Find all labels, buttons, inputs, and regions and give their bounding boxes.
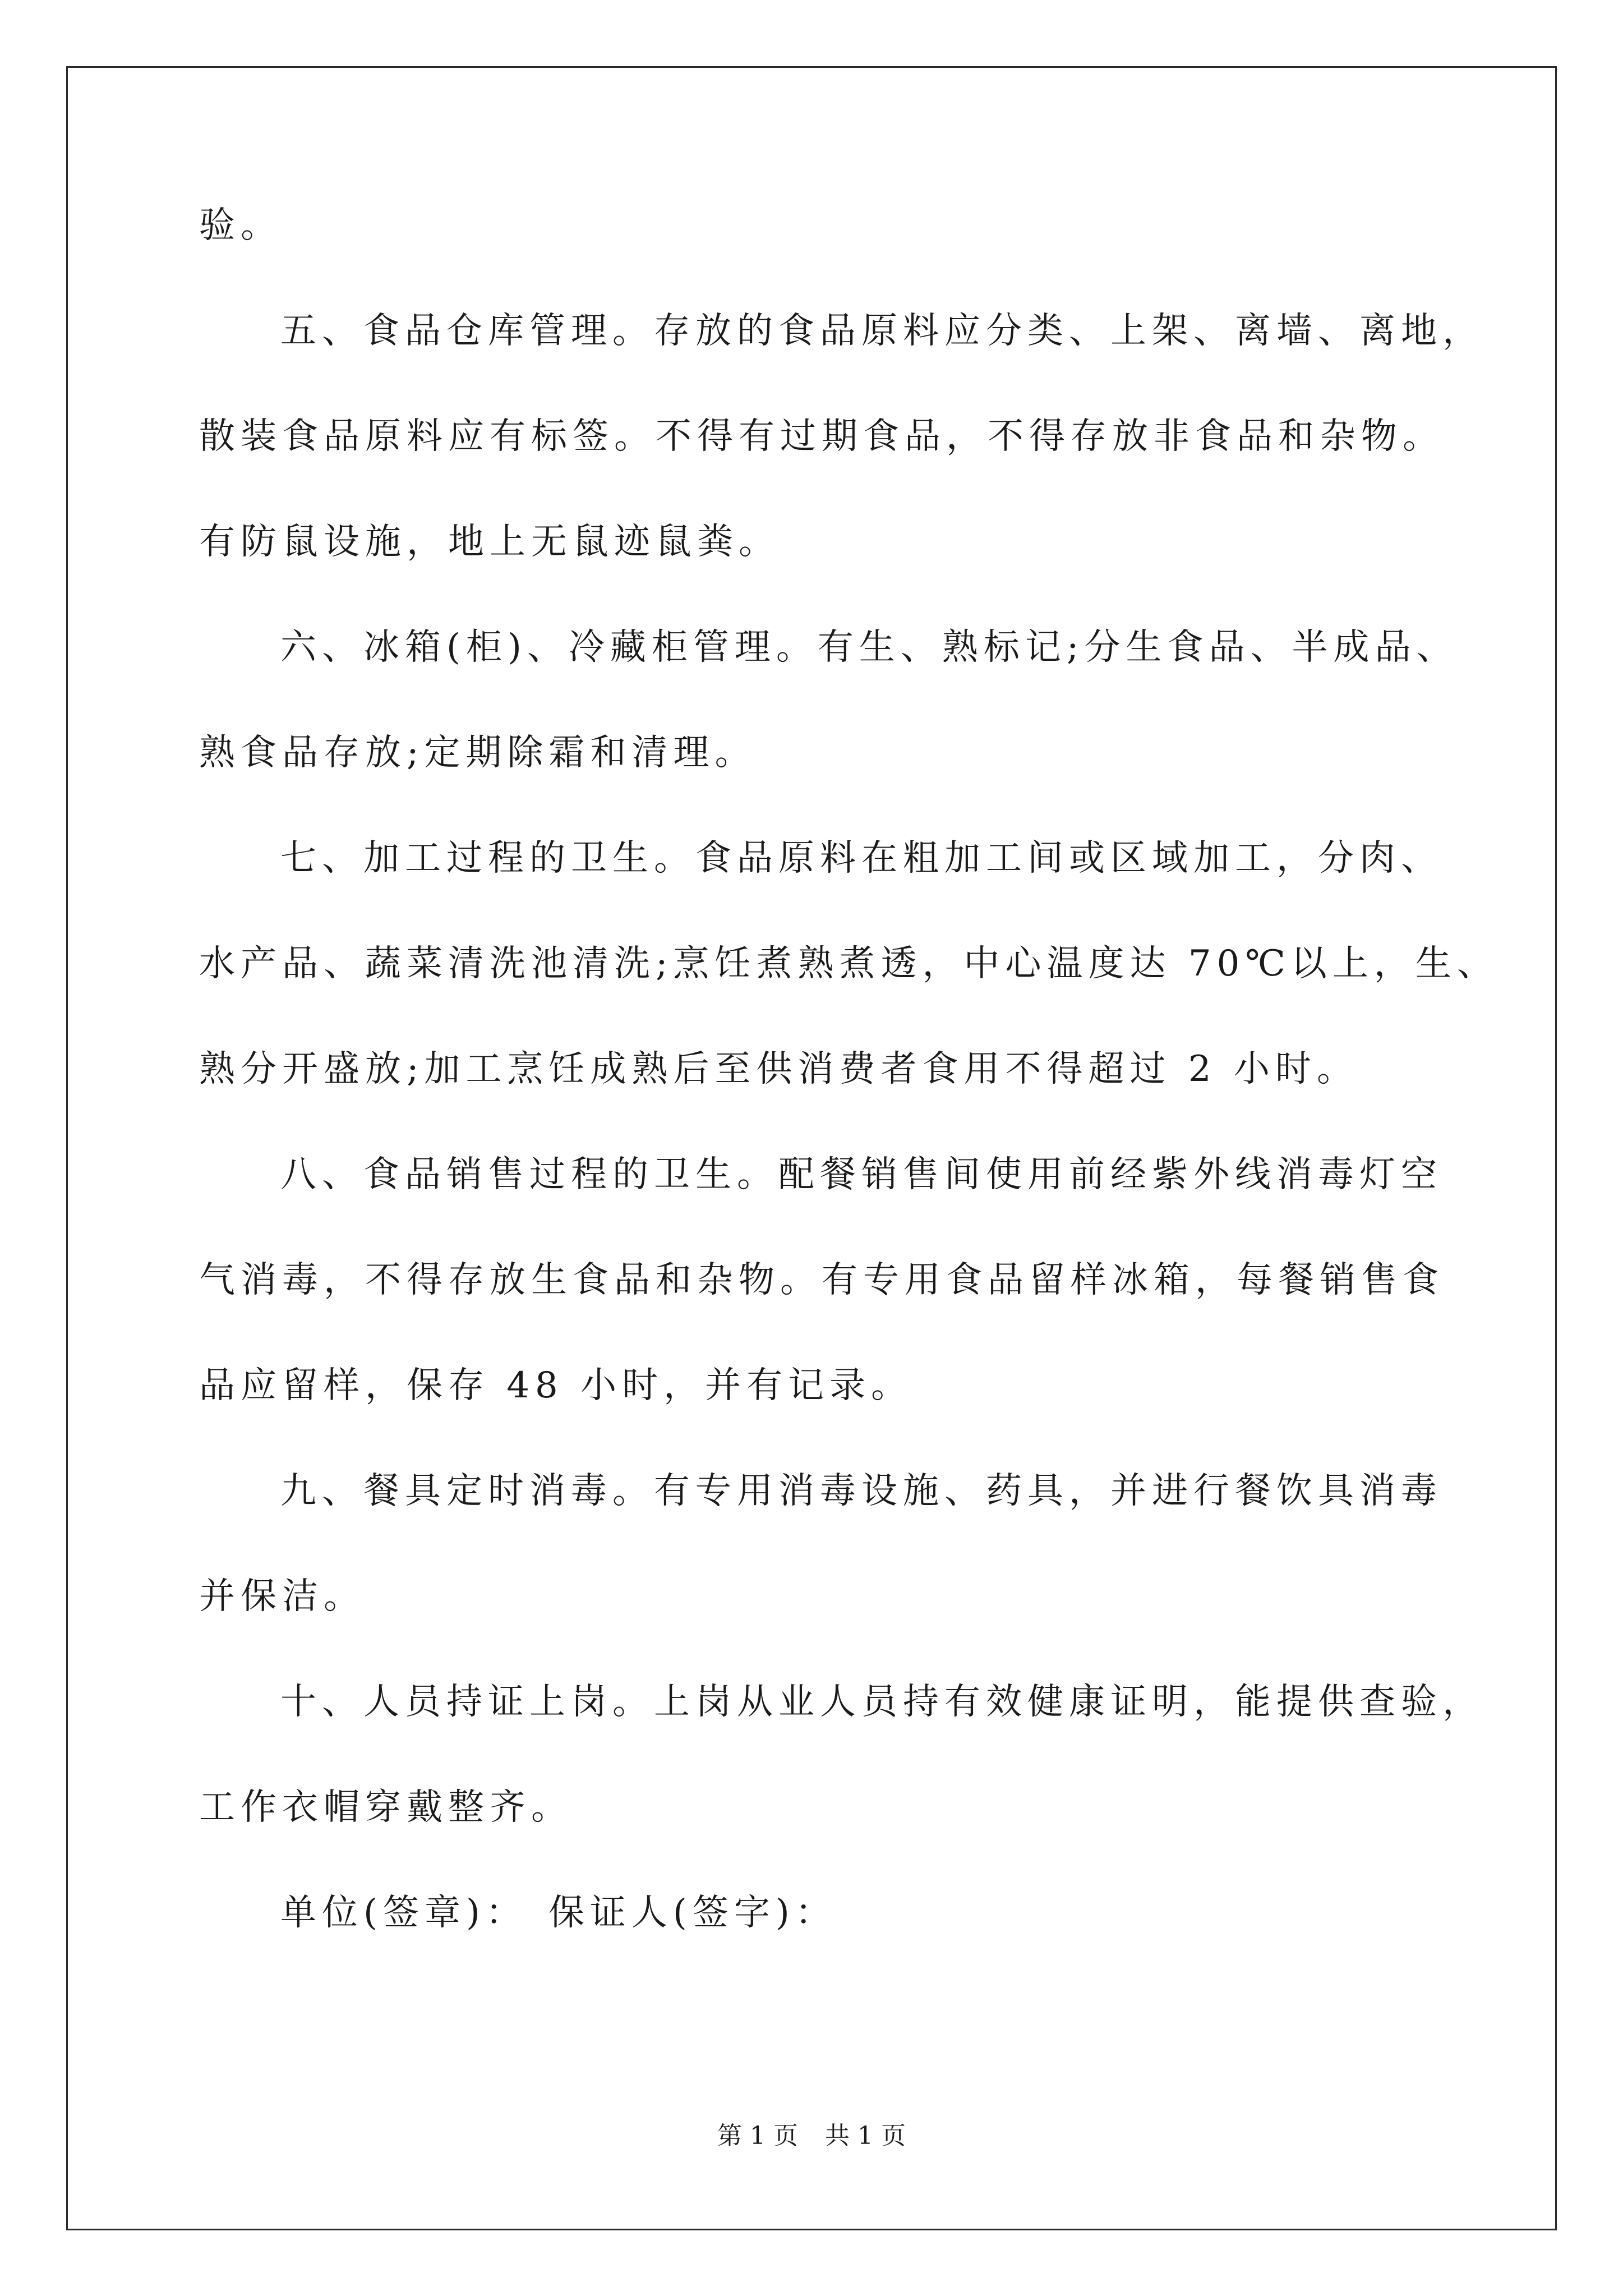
- signature-row: [199, 1892, 1433, 1934]
- text-line-11: 气消毒，不得存放生食品和杂物。有专用食品留样冰箱，每餐销售食: [199, 1259, 1444, 1301]
- text-line-9: 熟分开盛放;加工烹饪成熟后至供消费者食用不得超过 2 小时。: [199, 1048, 1358, 1090]
- text-line-6: 熟食品存放;定期除霜和清理。: [199, 732, 757, 774]
- text-line-15: 十、人员持证上岗。上岗从业人员持有效健康证明，能提供查验，: [280, 1681, 1484, 1723]
- text-line-16: 工作衣帽穿戴整齐。: [199, 1787, 573, 1828]
- page-total: 共 1 页: [825, 2122, 906, 2150]
- text-line-4: 有防鼠设施，地上无鼠迹鼠粪。: [199, 521, 780, 563]
- unit-seal-label: 单位(签章)：: [280, 1892, 527, 1934]
- text-line-14: 并保洁。: [199, 1576, 365, 1617]
- text-line-1: 验。: [199, 205, 282, 246]
- page-number: 第 1 页: [717, 2122, 798, 2150]
- guarantor-signature-label: 保证人(签字)：: [548, 1892, 837, 1934]
- text-line-8: 水产品、蔬菜清洗池清洗;烹饪煮熟煮透，中心温度达 70℃以上，生、: [199, 943, 1498, 984]
- text-line-3: 散装食品原料应有标签。不得有过期食品，不得存放非食品和杂物。: [199, 416, 1444, 457]
- text-line-12: 品应留样，保存 48 小时，并有记录。: [199, 1365, 913, 1406]
- document-body: [199, 205, 1498, 1934]
- text-line-13: 九、餐具定时消毒。有专用消毒设施、药具，并进行餐饮具消毒: [280, 1470, 1442, 1512]
- text-line-5: 六、冰箱(柜)、冷藏柜管理。有生、熟标记;分生食品、半成品、: [280, 627, 1458, 668]
- text-line-7: 七、加工过程的卫生。食品原料在粗加工间或区域加工，分肉、: [280, 838, 1442, 879]
- text-line-2: 五、食品仓库管理。存放的食品原料应分类、上架、离墙、离地，: [280, 310, 1484, 352]
- page-footer: [0, 2124, 1623, 2148]
- text-line-10: 八、食品销售过程的卫生。配餐销售间使用前经紫外线消毒灯空: [280, 1154, 1442, 1195]
